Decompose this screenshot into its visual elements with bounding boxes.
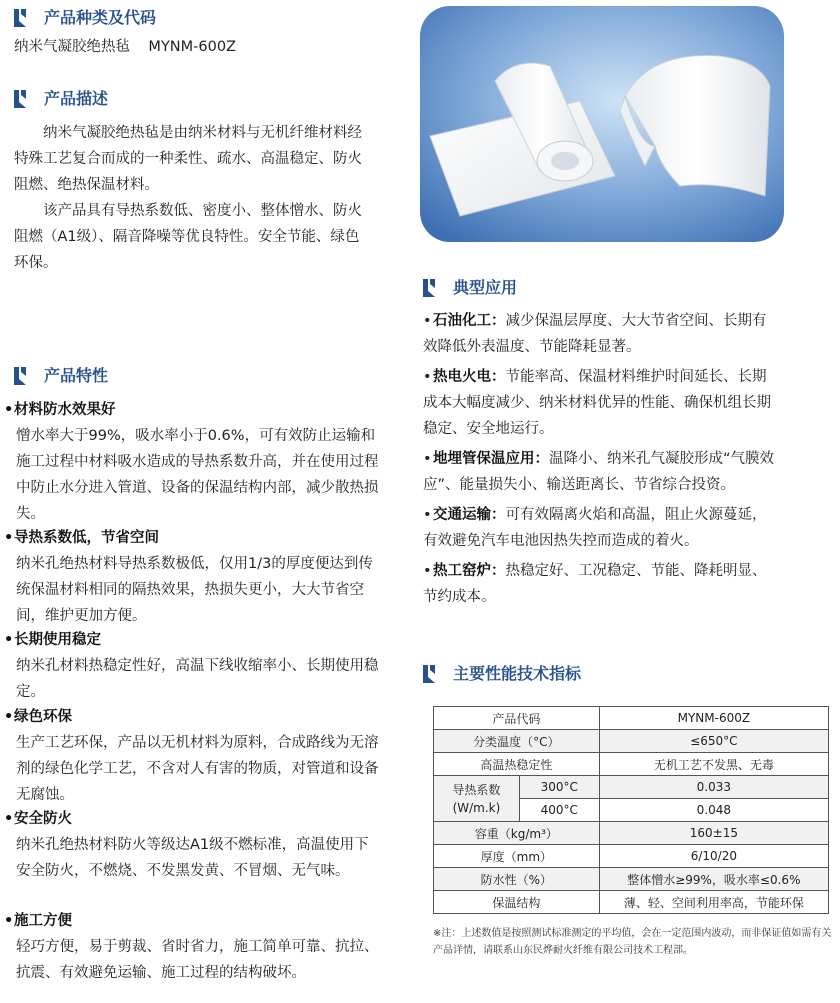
- description-paragraph-2: 该产品具有导热系数低、密度小、整体憎水、防火阻燃（A1级）、隔音降噪等优良特性。安全节能、绿色环保。: [14, 203, 362, 271]
- spec-value: ≤650°C: [599, 730, 828, 753]
- application-title: 地埋管保温应用：: [433, 451, 549, 467]
- application-body: 减少保温层厚度、大大节省空间、长期有效降低外表温度、节能降耗显著。: [423, 313, 767, 355]
- section-title-specs: 主要性能技术指标: [453, 664, 582, 683]
- section-header-applications: [423, 276, 723, 300]
- application-title: 热工窑炉：: [433, 563, 506, 579]
- feature-title: •材料防水效果好: [4, 397, 379, 423]
- feature-item: [4, 908, 379, 986]
- section-header-features: [14, 364, 314, 388]
- table-row: [434, 776, 829, 799]
- spec-label: 防水性（%）: [434, 868, 600, 891]
- bullet: •: [4, 811, 14, 827]
- bullet: •: [423, 451, 432, 467]
- feature-title: •长期使用稳定: [4, 627, 379, 653]
- feature-item: [4, 525, 379, 629]
- section-title-features: 产品特性: [44, 366, 109, 385]
- bullet: •: [423, 313, 432, 329]
- product-photo: [420, 6, 784, 242]
- spec-table: [433, 706, 829, 914]
- spec-label: 分类温度（°C）: [434, 730, 600, 753]
- applications-list: [423, 308, 778, 614]
- application-item: [423, 364, 778, 442]
- spec-sublabel: 300°C: [519, 776, 599, 799]
- spec-label: 产品代码: [434, 707, 600, 730]
- spec-label: 容重（kg/m³）: [434, 822, 600, 845]
- bullet: •: [423, 563, 432, 579]
- spec-value: 0.033: [599, 776, 828, 799]
- table-row: [434, 868, 829, 891]
- spec-label: 厚度（mm）: [434, 845, 600, 868]
- spec-value: 0.048: [599, 799, 828, 822]
- section-marker-icon: [14, 367, 26, 385]
- spec-sublabel: 400°C: [519, 799, 599, 822]
- application-title: 交通运输：: [433, 507, 506, 523]
- table-row: [434, 822, 829, 845]
- spec-value: 无机工艺不发黑、无毒: [599, 753, 828, 776]
- feature-body: 纳米孔绝热材料导热系数极低，仅用1/3的厚度便达到传统保温材料相同的隔热效果，热损失更小，大大节省空间，维护更加方便。: [16, 556, 373, 624]
- section-marker-icon: [14, 9, 26, 27]
- product-line: 纳米气凝胶绝热毡 MYNM-600Z: [14, 39, 237, 55]
- section-marker-icon: [423, 279, 435, 297]
- feature-title: •绿色环保: [4, 704, 379, 730]
- application-body: 热稳定好、工况稳定、节能、降耗明显、节约成本。: [423, 563, 767, 605]
- feature-title: •导热系数低，节省空间: [4, 525, 379, 551]
- table-row: [434, 753, 829, 776]
- feature-item: [4, 627, 379, 705]
- spec-value: MYNM-600Z: [599, 707, 828, 730]
- feature-title: •施工方便: [4, 908, 379, 934]
- bullet: •: [423, 369, 432, 385]
- section-title-applications: 典型应用: [453, 278, 518, 297]
- spec-value: 整体憎水≥99%，吸水率≤0.6%: [599, 868, 828, 891]
- section-header-specs: [423, 662, 723, 686]
- bullet: •: [4, 709, 14, 725]
- spec-label: 导热系数 (W/m.k): [434, 776, 520, 822]
- bullet: •: [4, 402, 14, 418]
- table-row: [434, 730, 829, 753]
- feature-body: 憎水率大于99%，吸水率小于0.6%，可有效防止运输和施工过程中材料吸水造成的导热系数升高，并在使用过程中防止水分进入管道、设备的保温结构内部，减少散热损失。: [16, 428, 379, 522]
- table-row: [434, 845, 829, 868]
- application-body: 节能率高、保温材料维护时间延长、长期成本大幅度减少、纳米材料优异的性能、确保机组长期稳定、安全地运行。: [423, 369, 771, 437]
- feature-body: 纳米孔绝热材料防火等级达A1级不燃标准，高温使用下安全防火，不燃烧、不发黑发黄、不冒烟、无气味。: [16, 837, 369, 879]
- spec-label: 高温热稳定性: [434, 753, 600, 776]
- feature-body: 生产工艺环保，产品以无机材料为原料，合成路线为无溶剂的绿色化学工艺，不含对人有害的物质，对管道和设备无腐蚀。: [16, 735, 379, 803]
- application-item: [423, 558, 778, 610]
- application-item: [423, 502, 778, 554]
- spec-value: 6/10/20: [599, 845, 828, 868]
- description-text: [14, 120, 366, 276]
- application-body: 可有效隔离火焰和高温，阻止火源蔓延，有效避免汽车电池因热失控而造成的着火。: [423, 507, 767, 549]
- spec-value: 薄、轻、空间利用率高，节能环保: [599, 891, 828, 914]
- feature-item: [4, 806, 379, 884]
- section-marker-icon: [423, 665, 435, 683]
- footnote: ※注：上述数值是按照测试标准测定的平均值，会在一定范围内波动，而非保证值如需有关产品详情，请联系山东民烨耐火纤维有限公司技术工程部。: [433, 928, 832, 956]
- feature-body: 轻巧方便，易于剪裁、省时省力，施工简单可靠、抗拉、抗震、有效避免运输、施工过程的结构破坏。: [16, 939, 379, 981]
- spec-label: 保温结构: [434, 891, 600, 914]
- section-title-description: 产品描述: [44, 89, 109, 108]
- feature-body: 纳米孔材料热稳定性好，高温下线收缩率小、长期使用稳定。: [16, 658, 379, 700]
- table-row: [434, 891, 829, 914]
- description-paragraph-1: 纳米气凝胶绝热毡是由纳米材料与无机纤维材料经特殊工艺复合而成的一种柔性、疏水、高温稳定、防火阻燃、绝热保温材料。: [14, 125, 362, 193]
- application-item: [423, 446, 778, 498]
- bullet: •: [423, 507, 432, 523]
- application-title: 石油化工：: [433, 313, 506, 329]
- application-title: 热电火电：: [433, 369, 506, 385]
- bullet: •: [4, 632, 14, 648]
- application-item: [423, 308, 778, 360]
- section-header-description: [14, 87, 314, 111]
- bullet: •: [4, 913, 14, 929]
- application-body: 温降小、纳米孔气凝胶形成“气膜效应”、能量损失小、输送距离长、节省综合投资。: [423, 451, 775, 493]
- aerogel-blanket-image: [420, 6, 784, 242]
- table-row: [434, 707, 829, 730]
- section-header-category: [14, 6, 314, 30]
- spec-value: 160±15: [599, 822, 828, 845]
- section-title-category: 产品种类及代码: [44, 8, 157, 27]
- feature-title: •安全防火: [4, 806, 379, 832]
- feature-item: [4, 397, 379, 527]
- bullet: •: [4, 530, 14, 546]
- feature-item: [4, 704, 379, 808]
- section-marker-icon: [14, 90, 26, 108]
